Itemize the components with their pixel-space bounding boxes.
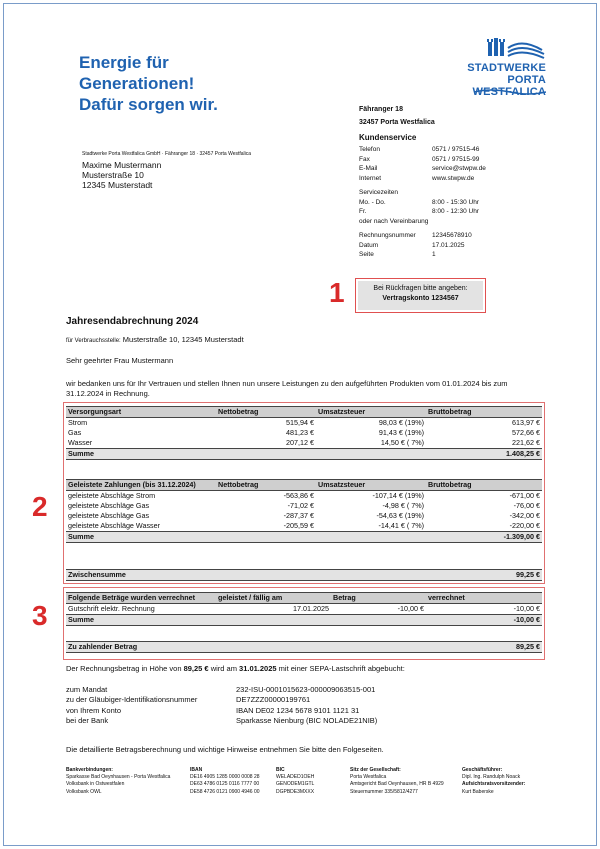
- intro-text: wir bedanken uns für Ihr Vertrauen und stellen Ihnen nun unsere Leistungen zu den aufgeführten Produkten vom 01.01.2024 bis zum 31.12.2024 in Rechnung.: [66, 379, 508, 398]
- hinweis-text: Die detaillierte Betragsberechnung und wichtige Hinweise entnehmen Sie bitte den Folgeseiten.: [66, 745, 384, 754]
- email-link[interactable]: service@stwpw.de: [432, 165, 486, 172]
- table-row: Strom 515,94 € 98,03 € (19%) 613,97 €: [68, 418, 540, 427]
- zwischensumme: Zwischensumme 99,25 €: [68, 570, 540, 579]
- reference-box: Bei Rückfragen bitte angeben: Vertragskonto 1234567: [355, 278, 486, 313]
- verbrauchsstelle: für Verbrauchsstelle: Musterstraße 10, 12345 Musterstadt: [66, 335, 244, 344]
- table-row: geleistete Abschläge Wasser -205,59 € -14,41 € ( 7%) -220,00 €: [68, 521, 540, 530]
- greeting: Sehr geehrter Frau Mustermann: [66, 356, 174, 365]
- table-row: Wasser 207,12 € 14,50 € ( 7%) 221,62 €: [68, 438, 540, 447]
- slogan: Energie für Generationen! Dafür sorgen wir.: [79, 53, 218, 114]
- recipient-address: Maxime Mustermann Musterstraße 10 12345 Musterstadt: [82, 160, 162, 190]
- zahlungen-table: Geleistete Zahlungen (bis 31.12.2024) Nettobetrag Umsatzsteuer Bruttobetrag geleistete Abschläge Strom -563,86 € -107,14 € (19%) -671,00 € geleistete Abschläge Gas -71,02 € -4,98 € ( 7%) -76,00 € geleistete Abschläge Gas -287,37 € -54,63 € (19%) -342,00 € geleistete Abschläge Wasser -205,59 € -14,41 € ( 7%) -220,00 € Summe -1.309,00 €: [68, 480, 540, 541]
- versorgung-table: Versorgungsart Nettobetrag Umsatzsteuer Bruttobetrag Strom 515,94 € 98,03 € (19%) 613,97 € Gas 481,23 € 91,43 € (19%) 572,66 € Wasser 207,12 € 14,50 € ( 7%) 221,62 € Summe 1.408,25 €: [68, 407, 540, 458]
- table-row: Gutschrift elektr. Rechnung 17.01.2025 -10,00 € -10,00 €: [68, 604, 540, 613]
- zu-zahlen: Zu zahlender Betrag 89,25 €: [68, 642, 540, 651]
- table-row: geleistete Abschläge Strom -563,86 € -107,14 € (19%) -671,00 €: [68, 491, 540, 500]
- marker-1: 1: [329, 277, 345, 308]
- invoice-page: [3, 3, 597, 846]
- website-link[interactable]: www.stwpw.de: [432, 174, 475, 182]
- table-row: Gas 481,23 € 91,43 € (19%) 572,66 €: [68, 428, 540, 437]
- sender-line: Stadtwerke Porta Westfalica GmbH · Fähranger 18 · 32457 Porta Westfalica: [82, 151, 252, 157]
- kundenservice-title: Kundenservice: [359, 133, 417, 142]
- logo-text: STADTWERKE PORTA WESTFALICA: [467, 62, 546, 98]
- sum-row: Summe -10,00 €: [68, 615, 540, 624]
- document-title: Jahresendabrechnung 2024: [66, 316, 199, 327]
- mandate-info: zum Mandat 232-ISU-0001015623-000009063515-001 zu der Gläubiger-Identifikationsnummer DE7ZZZ00000199761 von Ihrem Konto IBAN DE02 1234 5678 9101 1121 31 bei der Bank Sparkasse Nienburg (BIC NOLADE21NIB): [66, 685, 378, 725]
- footer: Bankverbindungen: Sparkasse Bad Oeynhausen - Porta Westfalica Volksbank in Ostwestfalen Volksbank OWL IBAN DE16 4905 1285 0000 0008 28 DE63 4786 0125 0116 7777 00 DE58 4726 0121 0900 4946 00 BIC WELADED1OEH GENODEM1GTL DGPBDE3MXXX Sitz der Gesellschaft: Porta Westfalica Amtsgericht Bad Oeynhausen, HR B 4929 Steuernummer 335/5812/4277 Geschäftsführer: Dipl. Ing. Randulph Noack Aufsichtsratsvorsitzender: Kurt Baberske: [66, 767, 526, 795]
- marker-3: 3: [32, 600, 48, 631]
- debit-notice: Der Rechnungsbetrag in Höhe von 89,25 € wird am 31.01.2025 mit einer SEPA-Lastschrift abgebucht:: [66, 664, 405, 673]
- sender-address: Fähranger 18 32457 Porta Westfalica: [359, 106, 435, 126]
- logo-wave-icon: [474, 88, 546, 96]
- folgende-table: Folgende Beträge wurden verrechnet geleistet / fällig am Betrag verrechnet Gutschrift elektr. Rechnung 17.01.2025 -10,00 € -10,00 € Summe -10,00 €: [68, 593, 540, 624]
- sum-row: Summe -1.309,00 €: [68, 532, 540, 541]
- logo-icon: [482, 34, 546, 64]
- table-row: geleistete Abschläge Gas -71,02 € -4,98 € ( 7%) -76,00 €: [68, 501, 540, 510]
- table-row: geleistete Abschläge Gas -287,37 € -54,63 € (19%) -342,00 €: [68, 511, 540, 520]
- marker-2: 2: [32, 491, 48, 522]
- contact-info: Telefon 0571 / 97515-46 Fax 0571 / 97515-99 E-Mail service@stwpw.de Internet www.stwpw.de Servicezeiten Mo. - Do. 8:00 - 15:30 Uhr Fr. 8:00 - 12:30 Uhr oder nach Vereinbarung Rechnungsnummer 12345678910 Datum 17.01.2025 Seite 1: [359, 146, 486, 258]
- sum-row: Summe 1.408,25 €: [68, 449, 540, 458]
